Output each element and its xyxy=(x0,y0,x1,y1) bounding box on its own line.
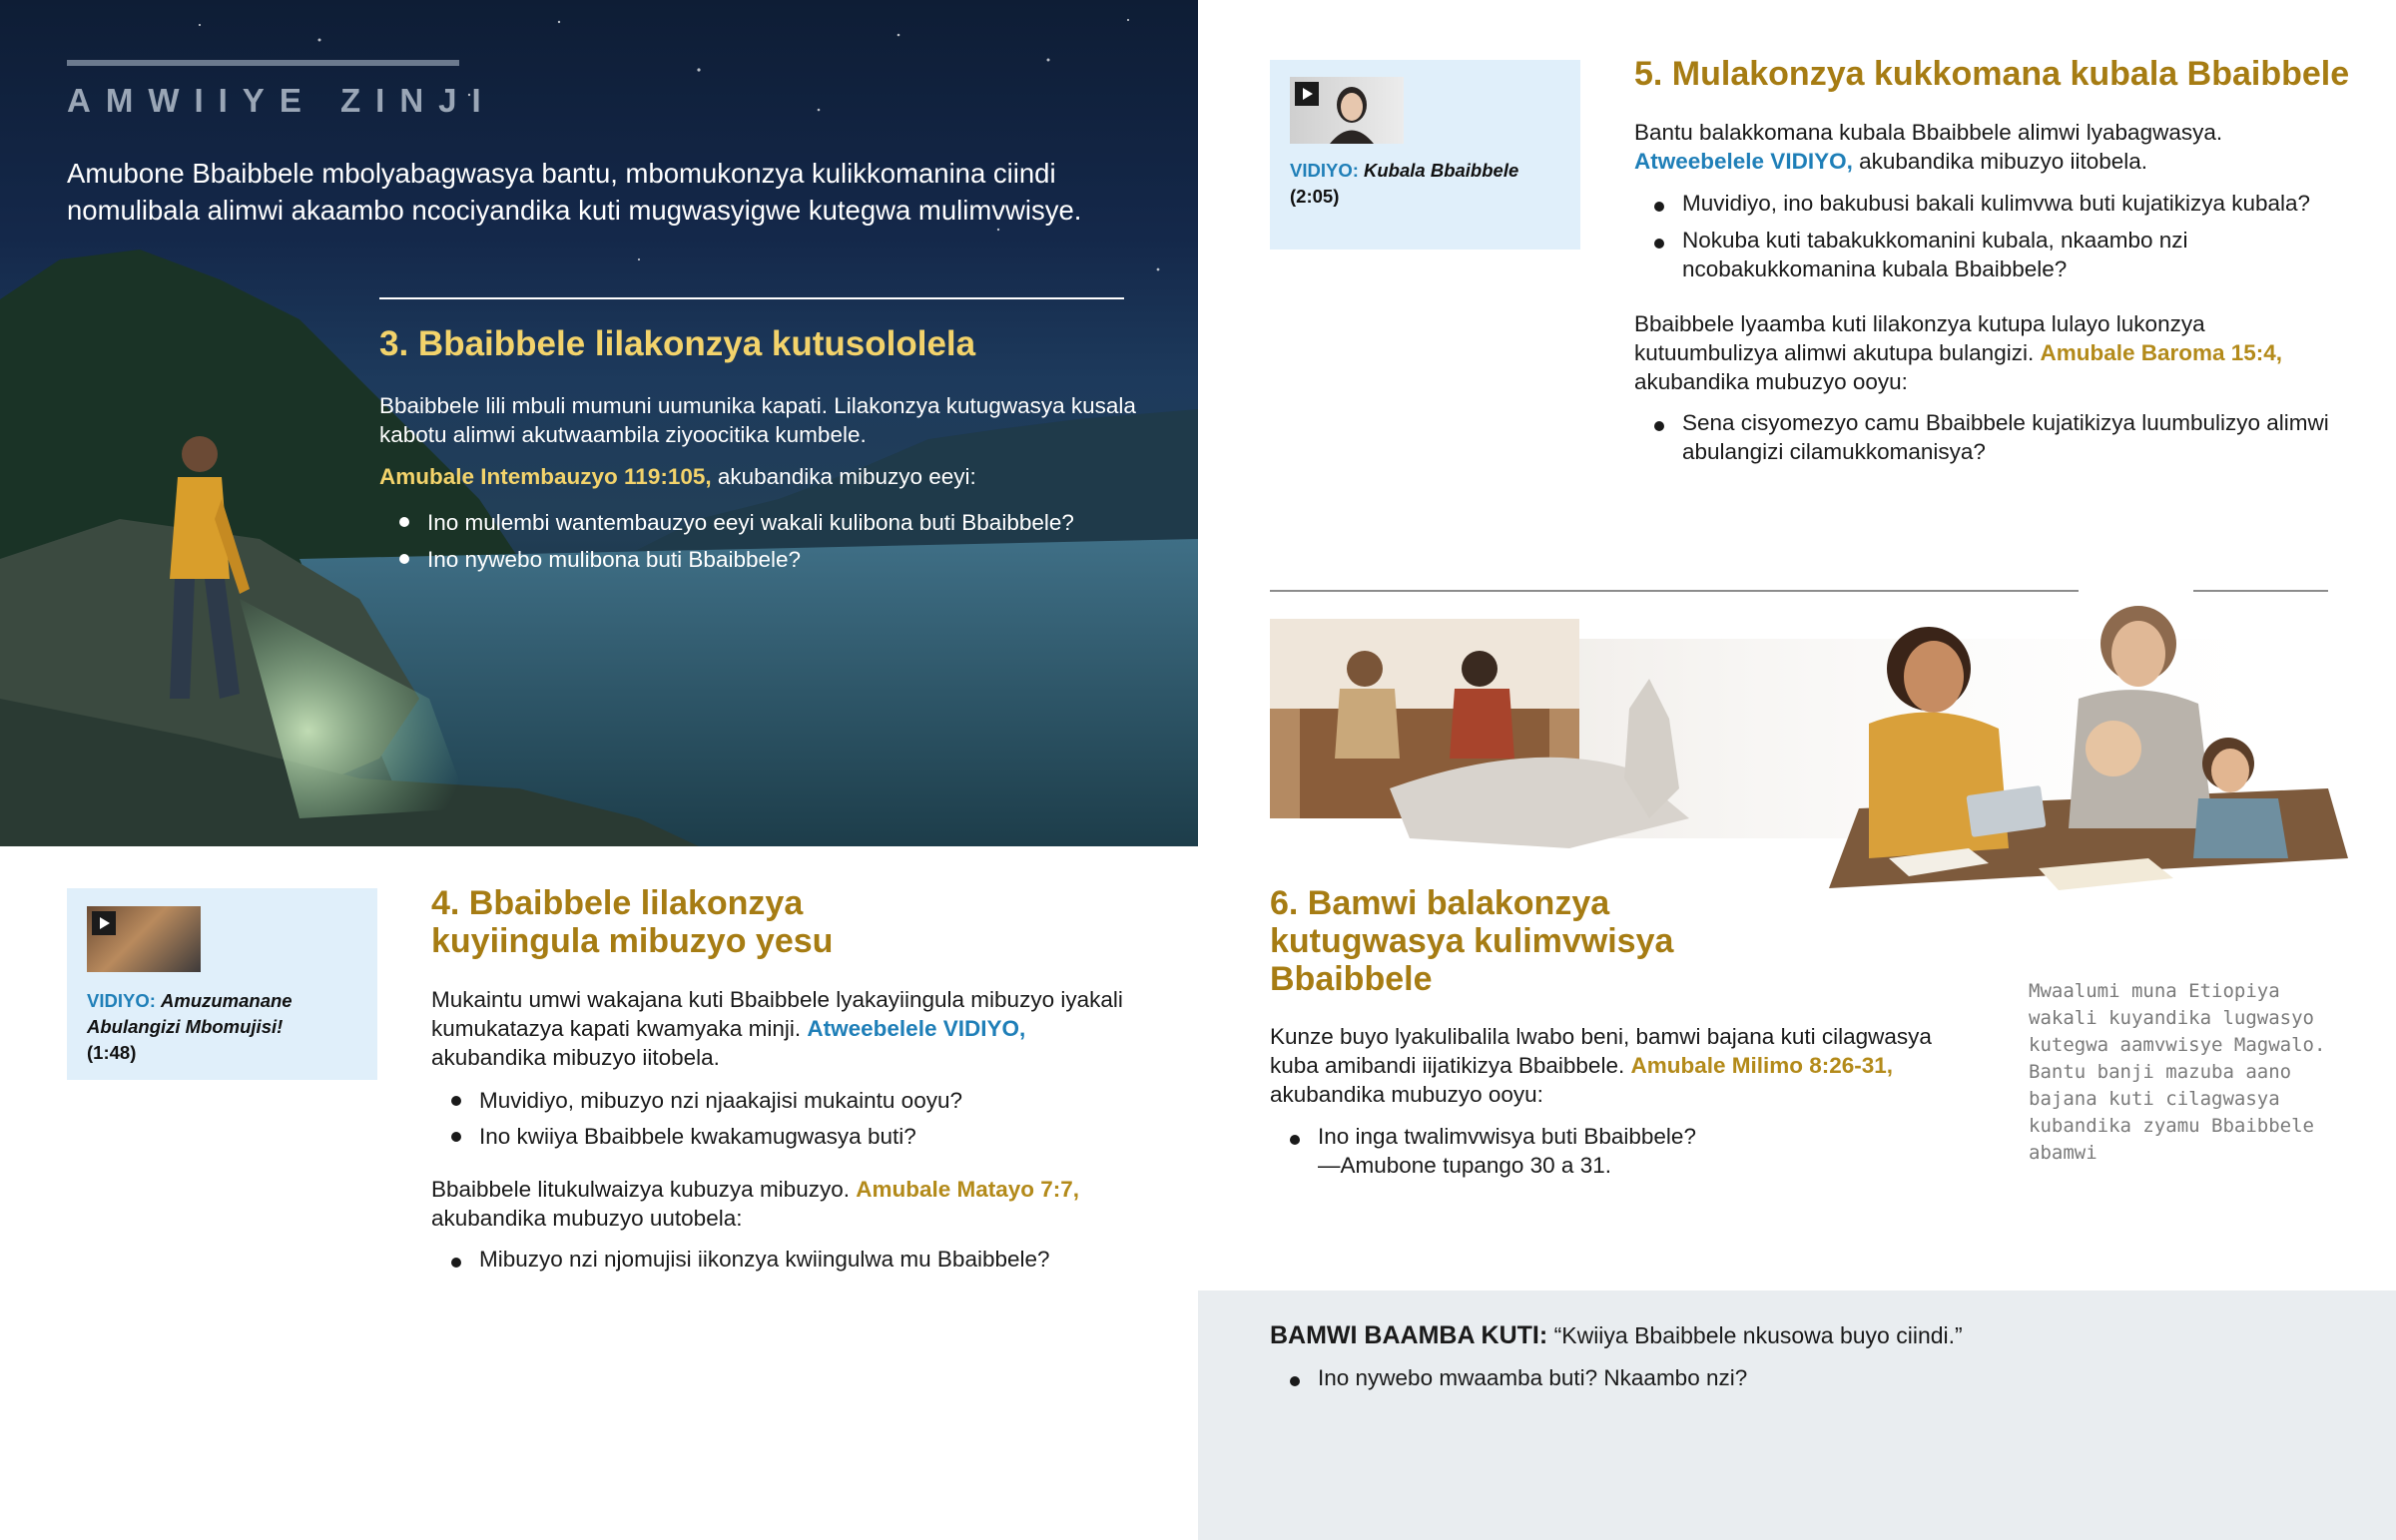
video-duration: (1:48) xyxy=(87,1042,137,1063)
section-5-paragraph-2: Bbaibbele lyaamba kuti lilakonzya kutupa lulayo lukonzya kutuumbulizya alimwi akutupa bulangizi. Amubale Baroma 15:4, akubandika mubuzyo ooyu: xyxy=(1634,311,2283,394)
list-item: Muvidiyo, ino bakubusi bakali kulimvwa buti kujatikizya kubala? xyxy=(1634,189,2353,218)
play-icon[interactable] xyxy=(1295,82,1319,106)
others-say-callout xyxy=(1198,1290,2396,1540)
intro-paragraph: Amubone Bbaibbele mbolyabagwasya bantu, mbomukonzya kulikkomanina ciindi nomulibala alimwi akaambo ncociyandika kuti mugwasyigwe kutegwa mulimvwisye. xyxy=(67,158,1082,226)
kicker-bar xyxy=(67,60,459,66)
video-card-section-4[interactable]: VIDIYO: Amuzumanane Abulangizi Mbomujisi! (1:48) xyxy=(67,888,377,1080)
kicker-heading: AMWIIYE ZINJI xyxy=(67,82,496,119)
section-3-text: Bbaibbele lili mbuli mumuni uumunika kapati. Lilakonzya kutugwasya kusala kabotu alimwi akutwaambila ziyoocitika kumbele. xyxy=(379,393,1136,447)
section-3-prompt: Amubale Intembauzyo 119:105, akubandika mibuzyo eeyi: xyxy=(379,464,976,489)
play-icon[interactable] xyxy=(92,911,116,935)
list-item: Mibuzyo nzi njomujisi iikonzya kwiingulwa mu Bbaibbele? xyxy=(431,1245,1150,1274)
video-title: Kubala Bbaibbele xyxy=(1364,160,1519,181)
video-thumbnail[interactable] xyxy=(1290,77,1404,144)
callout-questions xyxy=(1270,1363,2348,1392)
illustration-caption: Mwaalumi muna Etiopiya wakali kuyandika lugwasyo kutegwa aamvwisye Magwalo. Bantu banji mazuba aano bajana kuti cilagwasya kubandika zyamu Bbaibbele abamwi xyxy=(2029,980,2326,1164)
video-thumbnail[interactable] xyxy=(87,906,201,972)
watch-video-link[interactable]: Atweebelele VIDIYO, xyxy=(1634,149,1853,174)
scripture-link-psalm[interactable]: Amubale Intembauzyo 119:105, xyxy=(379,464,712,489)
section-4-title: 4. Bbaibbele lilakonzya kuyiingula mibuzyo yesu xyxy=(431,884,834,960)
section-3-questions xyxy=(379,504,1158,578)
video-card-section-5[interactable]: VIDIYO: Kubala Bbaibbele (2:05) xyxy=(1270,60,1580,250)
section-4-questions-1 xyxy=(431,1083,1150,1155)
bible-study-illustration xyxy=(1270,559,2396,918)
callout-statement: BAMWI BAAMBA KUTI: “Kwiiya Bbaibbele nkusowa buyo ciindi.” xyxy=(1270,1321,1963,1349)
section-5-paragraph-1: Bantu balakkomana kubala Bbaibbele alimwi lyabagwasya. Atweebelele VIDIYO, akubandika mibuzyo iitobela. xyxy=(1634,120,2223,174)
scripture-link-acts[interactable]: Amubale Milimo 8:26-31, xyxy=(1630,1053,1894,1078)
list-item: Sena cisyomezyo camu Bbaibbele kujatikizya luumbulizyo alimwi abulangizi cilamukkomanisya? xyxy=(1634,408,2353,466)
watch-video-link[interactable]: Atweebelele VIDIYO, xyxy=(807,1016,1026,1041)
section-5-title: 5. Mulakonzya kukkomana kubala Bbaibbele xyxy=(1634,55,2350,93)
section-4-questions-2 xyxy=(431,1245,1150,1274)
scripture-link-matthew[interactable]: Amubale Matayo 7:7, xyxy=(856,1177,1080,1202)
section-5-questions-1 xyxy=(1634,189,2353,283)
list-item: Ino inga twalimvwisya buti Bbaibbele? —Amubone tupango 30 a 31. xyxy=(1270,1122,1969,1180)
section-5-questions-2 xyxy=(1634,408,2353,466)
list-item: Ino nywebo mulibona buti Bbaibbele? xyxy=(379,541,1158,578)
list-item: Muvidiyo, mibuzyo nzi njaakajisi mukaintu ooyu? xyxy=(431,1083,1150,1119)
scripture-link-romans[interactable]: Amubale Baroma 15:4, xyxy=(2040,340,2283,365)
list-item: Ino kwiiya Bbaibbele kwakamugwasya buti? xyxy=(431,1119,1150,1155)
section-6-paragraph: Kunze buyo lyakulibalila lwabo beni, bamwi bajana kuti cilagwasya kuba amibandi iijatikizya Bbaibbele. Amubale Milimo 8:26-31, akubandika mubuzyo ooyu: xyxy=(1270,1024,1932,1107)
night-illustration-panel xyxy=(0,0,1198,846)
section-3-title: 3. Bbaibbele lilakonzya kutusololela xyxy=(379,324,976,363)
list-item: Ino mulembi wantembauzyo eeyi wakali kulibona buti Bbaibbele? xyxy=(379,504,1158,541)
list-item: Nokuba kuti tabakukkomanini kubala, nkaambo nzi ncobakukkomanina kubala Bbaibbele? xyxy=(1634,226,2353,283)
video-title: Amuzumanane Abulangizi Mbomujisi! xyxy=(87,990,293,1037)
section-4-paragraph-2: Bbaibbele litukulwaizya kubuzya mibuzyo. Amubale Matayo 7:7, akubandika mubuzyo uutobela: xyxy=(431,1177,1080,1231)
list-item: Ino nywebo mwaamba buti? Nkaambo nzi? xyxy=(1270,1363,2348,1392)
section-4-paragraph-1: Mukaintu umwi wakajana kuti Bbaibbele lyakayiingula mibuzyo iyakali kumukatazya kapati kwamyaka minji. Atweebelele VIDIYO, akubandika mibuzyo iitobela. xyxy=(431,987,1123,1070)
video-duration: (2:05) xyxy=(1290,186,1340,207)
divider xyxy=(379,297,1124,299)
section-6-title: 6. Bamwi balakonzya kutugwasya kulimvwisya Bbaibbele xyxy=(1270,884,1674,998)
section-6-questions xyxy=(1270,1122,1969,1180)
